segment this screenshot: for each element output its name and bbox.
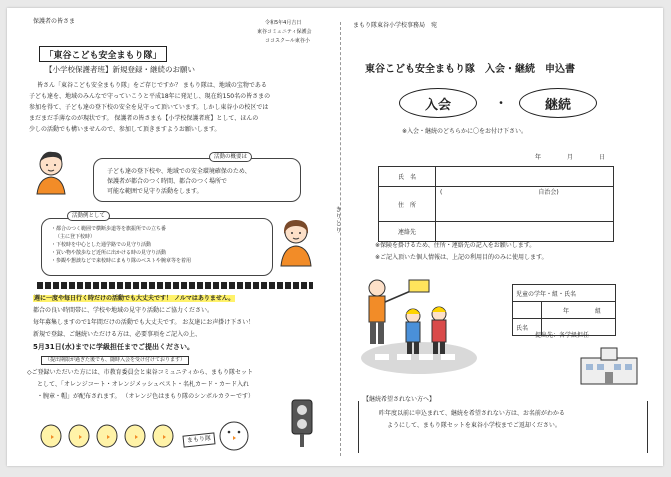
example-line: ・都合のつく範囲で横断歩道等を旗振所での立ち番 [51,226,167,232]
activity-tag: 活動の概要は [209,152,252,162]
name-label: 氏 名 [379,167,436,187]
activity-line: 子ども達の登下校や、地域での安全環境確保のため、 [107,168,251,175]
school-building-icon [577,344,641,386]
continue-title: 【継続希望されない方へ】 [363,396,436,403]
form-note: ※保険を掛けるため、住所・連絡先の記入をお願いします。 [375,242,536,249]
address-label: 住 所 [379,187,436,222]
example-line: ・参観や懇談などで来校時にまもり隊のベストや腕章等を着用 [51,258,192,264]
activity-line: 可能な範囲で見守り活動をします。 [107,188,203,195]
form-note: ※ご記入頂いた個人情報は、上記の利用目的のみに使用します。 [375,254,548,261]
cut-line [340,22,341,456]
option-continue[interactable]: 継続 [519,88,597,118]
traffic-signal-icon [289,398,315,448]
contact-label: 連絡先 [379,222,436,242]
deadline-line: 5月31日(水)までに学級担任までご提出ください。 [33,343,195,351]
intro-line: 参加を得て、子ども達の登下校の安全を見守って頂いています。しかし東谷小の校区では [29,104,269,111]
body-line: 毎年募集しますので1年間だけの活動でも大丈夫です。 お友達にお声掛け下さい！ [33,319,255,326]
teacher-illustration [29,148,75,196]
page-subtitle: 【小学校保護者班】新規登録・継続のお願い [45,65,195,74]
date-month: 月 [567,154,574,161]
intro-line: 少しの活動でも構いませんので、参加して頂きますようお願いします。 [29,126,221,133]
volunteer-illustration [273,216,319,268]
sender-line: ココスクール東谷小 [265,38,310,44]
mamoritai-sign: まもり隊 [182,432,215,447]
address-field[interactable] [436,187,614,222]
sender-line: 東谷コミュニティ保護会 [257,29,312,35]
body-line: 週に一度や毎日行く時だけの活動でも大丈夫です！ ノルマはありません。 [34,295,235,302]
form-addressee: まもり隊東谷小学校事務局 宛 [353,22,438,29]
address-hint: ( 自治会) [440,189,559,196]
child-name-label: 氏名 [513,319,542,336]
example-line: ・下校時を中心とした通学路での見守り活動 [51,242,152,248]
form-row-contact [379,222,614,242]
benefit-line: ・腕章・帽」が配布されます。 （オレンジ色はまもり隊のシンボルカラーです） [37,393,254,400]
example-tag: 活動例として [67,211,110,221]
body-line: 都合の良い時間帯に、学校や地域の見守り活動にご協力ください。 [33,307,214,314]
intro-line: 皆さん「東谷こども安全まもり隊」をご存じですか？ まもり隊は、地域の宝物である [37,82,267,89]
grade-class-field[interactable] [542,302,616,319]
crossing-guard-illustration [357,274,477,378]
page-title: 「東谷こども安全まもり隊」 [39,46,167,62]
continue-line: 昨年度以前に申込まれて、継続を希望されない方は、お名前がわかる [379,410,565,417]
body-line: 新規で登録、ご継続いただける方は、必要事項をご記入の上、 [33,331,202,338]
application-form-table [378,166,614,242]
form-row-name [379,167,614,187]
form-row-address [379,187,614,222]
decorative-band [37,282,313,289]
activity-line: 保護者が都合のつく時間、都合のつく場所で [107,178,228,185]
example-line: （主に登下校時） [55,234,96,240]
chick-mascot-icon [217,412,251,452]
date-day: 日 [599,154,606,161]
contact-field[interactable] [436,222,614,242]
class-label: 組 [595,307,602,315]
continue-line: ようにして、まもり隊セットを東谷小学校までご返却ください。 [387,422,561,429]
benefit-line: ◇ご登録いただいた方には、市教育委員会と東谷コミュニティから、まもり隊セット [27,369,254,376]
child-info-table [512,284,616,336]
intro-line: まだまだ手薄なのが現状です。 保護者の皆さまも【小学校保護者班】として、ほんの [29,115,259,122]
date-year: 年 [535,154,542,161]
grade-label: 年 [563,307,570,315]
submit-to: 提出先：各学級担任 [535,332,590,339]
name-field[interactable] [436,167,614,187]
late-note: （提出期限が過ぎた後でも、随時入会を受け付けております） [41,356,189,365]
document-sheet [7,8,663,466]
chicks-illustration [37,408,177,452]
child-info-header: 児童の学年・組・氏名 [513,285,616,302]
benefit-line: として、「オレンジコート・オレンジメッシュベスト・名札カード・カード入れ [37,381,249,388]
issue-date: 令和5年4月吉日 [265,20,302,26]
intro-line: 子ども達を、地域のみんなで守っていこうと平成18年に発足し、現在約150名の皆さまの [29,93,271,100]
example-line: ・買い物や散歩など近所に出かける時の見守り活動 [51,250,167,256]
addressee: 保護者の皆さま [33,18,76,25]
option-separator: ・ [495,96,508,110]
option-join[interactable]: 入会 [399,88,477,118]
cut-line-label: きりとり [334,206,341,234]
form-title: 東谷こども安全まもり隊 入会・継続 申込書 [365,64,575,75]
option-instruction: ※入会・継続のどちらかに〇をお付け下さい。 [402,128,528,135]
